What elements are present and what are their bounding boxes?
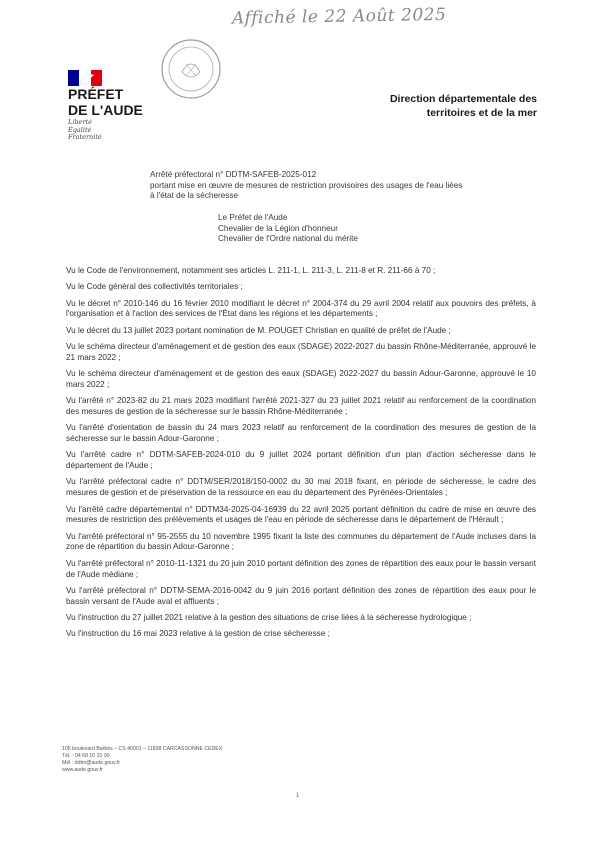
arrete-subject-line1: portant mise en œuvre de mesures de restriction provisoires des usages de l'eau liées [150, 180, 463, 190]
motto-egalite: Égalité [68, 125, 92, 134]
visa-item: Vu l'arrêté préfectoral cadre n° DDTM/SER/2018/150-0002 du 30 mai 2018 fixant, en période de sécheresse, le cadre des mesures de gestion et de préservation de la ressource en eau du département des Pyrénées-Orientales ; [66, 477, 536, 498]
prefet-honor-line2: Chevalier de l'Ordre national du mérite [218, 234, 358, 243]
issuing-direction [390, 92, 537, 120]
prefet-name: Le Préfet de l'Aude [218, 213, 288, 222]
footer-website: www.aude.gouv.fr [62, 767, 103, 773]
visa-item: Vu l'instruction du 16 mai 2023 relative à la gestion de crise sécheresse ; [66, 629, 330, 639]
visa-item: Vu l'arrêté préfectoral n° 2010-11-1321 du 20 juin 2010 portant définition des zones de répartition des eaux pour le bassin versant de l'Aude médiane ; [66, 558, 536, 579]
prefet-identity-block [218, 213, 518, 245]
footer-phone: Tél. : 04 68 10 31 00 [62, 753, 110, 759]
visa-item: Vu le Code général des collectivités territoriales ; [66, 282, 243, 292]
marianne-flag-icon [68, 70, 102, 86]
direction-line2: territoires et de la mer [426, 107, 537, 119]
visa-item: Vu l'arrêté n° 2023-82 du 21 mars 2023 modifiant l'arrêté 2021-327 du 23 juillet 2021 relatif au renforcement de la coordination des mesures de gestion de la sécheresse sur le bassin Rhône-Méditerranée ; [66, 396, 536, 416]
prefet-title [68, 86, 143, 118]
prefet-title-line2: DE L'AUDE [68, 102, 143, 118]
arrete-number: Arrêté préfectoral n° DDTM-SAFEB-2025-012 [150, 170, 317, 179]
motto-liberte: Liberté [68, 118, 92, 126]
svg-text:· · · · · · ·: · · · · · · · [182, 42, 200, 48]
visa-item: Vu l'arrêté préfectoral n° 95-2555 du 10 novembre 1995 fixant la liste des communes du département de l'Aude incluses dans la zone de répartition du bassin Adour-Garonne ; [66, 531, 536, 552]
handwritten-posting-note: Affiché le 22 Août 2025 [231, 4, 447, 29]
visa-item: Vu le schéma directeur d'aménagement et de gestion des eaux (SDAGE) 2022-2027 du bassin Adour-Garonne, approuvé le 10 mars 2022 ; [66, 369, 536, 389]
visa-item: Vu l'instruction du 27 juillet 2021 relative à la gestion des situations de crise liées à la sécheresse hydrologique ; [66, 612, 472, 622]
direction-line1: Direction départementale des [389, 93, 537, 105]
prefet-title-line1: PRÉFET [68, 86, 124, 102]
visa-item: Vu l'arrêté d'orientation de bassin du 24 mars 2023 relatif au renforcement de la coordination des mesures de gestion de la sécheresse sur le bassin Adour-Garonne ; [66, 423, 536, 444]
republic-motto [68, 119, 102, 142]
arrete-subject-line2: à l'état de la sécheresse [150, 191, 239, 200]
visa-item: Vu l'arrêté préfectoral n° DDTM-SEMA-2016-0042 du 9 juin 2016 portant définition des zones de répartition des eaux pour le bassin versant de l'Aude aval et affluents ; [66, 585, 536, 606]
prefet-honor-line1: Chevalier de la Légion d'honneur [218, 223, 338, 233]
visa-item: Vu le décret du 13 juillet 2023 portant nomination de M. POUGET Christian en qualité de préfet de l'Aude ; [66, 325, 451, 335]
visas-list [66, 266, 536, 646]
arrete-title-block [150, 170, 530, 202]
footer-address: 105 boulevard Barbès – CS 40001 – 11838 CARCASSONNE CEDEX [62, 746, 223, 752]
visa-item: Vu le schéma directeur d'aménagement et de gestion des eaux (SDAGE) 2022-2027 du bassin Rhône-Méditerranée, approuvé le 21 mars 2022 ; [66, 341, 536, 362]
footer-email: Mél : ddtm@aude.gouv.fr [62, 760, 120, 766]
visa-item: Vu le Code de l'environnement, notamment ses articles L. 211-1, L. 211-3, L. 211-8 et R. 211-66 à 70 ; [66, 266, 436, 275]
visa-item: Vu le décret n° 2010-146 du 16 février 2010 modifiant le décret n° 2004-374 du 29 avril 2004 relatif aux pouvoirs des préfets, à l'organisation et à l'action des services de l'État dans les régions et les départements ; [66, 298, 536, 319]
visa-item: Vu l'arrêté cadre n° DDTM-SAFEB-2024-010 du 9 juillet 2024 portant définition d'un plan d'action sécheresse dans le département de l'Aude ; [66, 450, 536, 471]
marianne-logo [68, 70, 102, 86]
address-footer [62, 746, 222, 774]
official-stamp-seal [160, 38, 222, 100]
motto-fraternite: Fraternité [68, 133, 102, 141]
visa-item: Vu l'arrêté cadre départemental n° DDTM34-2025-04-16939 du 22 avril 2025 portant définition du cadre de mise en œuvre des mesures de restriction des prélèvements et usages de l'eau en période de sécheresse dans le département de l'Hérault ; [66, 504, 536, 525]
page-number: 1 [295, 793, 300, 799]
